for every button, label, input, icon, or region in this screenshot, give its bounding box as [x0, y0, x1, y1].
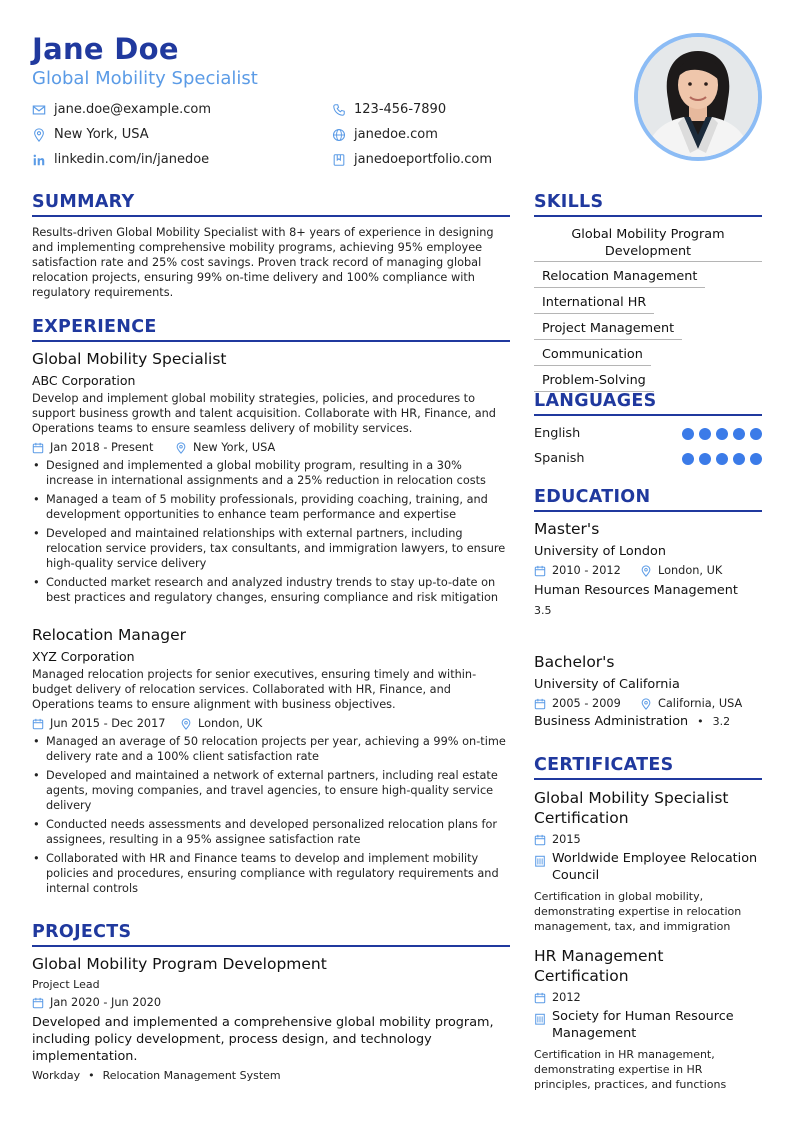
language-name: Spanish	[534, 451, 585, 466]
institution: University of London	[534, 544, 666, 559]
separator-dot: •	[88, 1069, 95, 1082]
calendar-icon	[32, 997, 44, 1009]
education-location-text: California, USA	[658, 697, 743, 710]
job-title: Relocation Manager	[32, 626, 186, 644]
project-tools	[32, 1069, 510, 1082]
calendar-icon	[32, 442, 44, 454]
proficiency-dot	[716, 428, 728, 440]
project-dates-text: Jan 2020 - Jun 2020	[50, 996, 162, 1009]
calendar-icon	[32, 718, 44, 730]
certificate-year	[534, 991, 762, 1004]
calendar-icon	[534, 698, 546, 710]
bullet-item: • Collaborated with HR and Finance teams to develop and implement mobility policies and procedures, ensuring compliance with regulatory requirements and internal controls	[32, 851, 510, 896]
job-dates	[32, 441, 175, 454]
email-text: jane.doe@example.com	[54, 102, 212, 117]
education-location	[640, 564, 722, 577]
education-dates-text: 2010 - 2012	[552, 564, 621, 577]
mail-icon	[32, 103, 46, 117]
skill-tag: International HR	[534, 294, 654, 314]
certificate-entry	[534, 788, 762, 934]
field-of-study: Business Administration	[534, 714, 689, 729]
company-name: XYZ Corporation	[32, 649, 135, 664]
calendar-icon	[534, 565, 546, 577]
summary-text: Results-driven Global Mobility Specialist with 8+ years of experience in designing and implementing comprehensive mobility programs, achieving 95% employee satisfaction rate and 25% cost savings. Proven track record of managing global relocation projects, ensuring 99% on-time delivery and 100% compliance with regulatory requirements.	[32, 226, 494, 299]
bullet-item: • Developed and maintained relationships with external partners, including relocation service providers, tax consultants, and immigration lawyers, to ensure high-quality service delivery	[32, 526, 510, 571]
institution-icon	[534, 1013, 546, 1025]
certificate-issuer	[534, 1008, 762, 1042]
skill-tag: Problem-Solving	[534, 372, 654, 392]
bullet-item: • Managed an average of 50 relocation projects per year, achieving a 99% on-time delivery rate and a 100% client satisfaction rate	[32, 734, 510, 764]
education-entry	[534, 520, 762, 617]
language-row	[534, 451, 762, 466]
job-dates-text: Jan 2018 - Present	[50, 441, 154, 454]
location-pin-icon	[180, 718, 192, 730]
project-dates	[32, 996, 510, 1009]
globe-icon	[332, 128, 346, 142]
proficiency-dot	[733, 453, 745, 465]
phone-icon	[332, 103, 346, 117]
projects-heading: PROJECTS	[32, 922, 510, 947]
certificate-description: Certification in HR management, demonstrating expertise in HR principles, practices, and functions	[534, 1048, 727, 1091]
language-name: English	[534, 426, 581, 441]
job-location	[180, 717, 262, 730]
bullet-item: • Developed and maintained a network of external partners, including real estate agents, moving companies, and travel agencies, to ensure high-quality service delivery	[32, 768, 510, 813]
proficiency-dot	[699, 453, 711, 465]
job-entry	[32, 626, 510, 900]
gpa: 3.5	[534, 604, 552, 617]
contact-location	[32, 127, 149, 142]
project-role: Project Lead	[32, 978, 100, 991]
skills-list	[534, 226, 762, 392]
summary-heading: SUMMARY	[32, 192, 510, 217]
education-dates	[534, 564, 640, 577]
location-pin-icon	[640, 698, 652, 710]
skills-heading: SKILLS	[534, 192, 762, 217]
degree: Bachelor's	[534, 653, 615, 671]
language-level	[682, 453, 762, 465]
website-text: janedoe.com	[354, 127, 438, 142]
job-description: Managed relocation projects for senior executives, ensuring timely and within-budget delivery of relocation services. Collaborated with HR, Finance, and Operations teams to ensure alignment with business objectives.	[32, 668, 477, 711]
degree: Master's	[534, 520, 600, 538]
location-text: New York, USA	[54, 127, 149, 142]
issuer-name: Worldwide Employee Relocation Council	[552, 851, 758, 883]
language-level	[682, 428, 762, 440]
certificate-title: Global Mobility Specialist Certification	[534, 789, 729, 827]
company-name: ABC Corporation	[32, 373, 136, 388]
separator-dot: •	[697, 715, 704, 728]
education-dates	[534, 697, 640, 710]
contact-portfolio[interactable]	[332, 152, 492, 167]
contact-linkedin[interactable]	[32, 152, 209, 167]
proficiency-dot	[716, 453, 728, 465]
job-bullets	[32, 734, 510, 896]
job-dates-text: Jun 2015 - Dec 2017	[50, 717, 166, 730]
education-dates-text: 2005 - 2009	[552, 697, 621, 710]
experience-heading: EXPERIENCE	[32, 317, 510, 342]
job-location	[175, 441, 275, 454]
contact-website[interactable]	[332, 127, 438, 142]
candidate-name: Jane Doe	[32, 32, 179, 66]
location-pin-icon	[32, 128, 46, 142]
project-title: Global Mobility Program Development	[32, 955, 327, 973]
phone-text: 123-456-7890	[354, 102, 447, 117]
skill-tag: Relocation Management	[534, 268, 705, 288]
language-row	[534, 426, 762, 441]
portfolio-text: janedoeportfolio.com	[354, 152, 493, 167]
education-heading: EDUCATION	[534, 487, 762, 512]
proficiency-dot	[682, 453, 694, 465]
calendar-icon	[534, 834, 546, 846]
location-pin-icon	[640, 565, 652, 577]
gpa: 3.2	[712, 715, 731, 728]
project-entry	[32, 955, 510, 1082]
portfolio-icon	[332, 153, 346, 167]
candidate-title: Global Mobility Specialist	[32, 68, 258, 89]
certificate-year-text: 2012	[552, 991, 581, 1004]
certificate-issuer	[534, 850, 762, 884]
contact-phone[interactable]	[332, 102, 446, 117]
certificate-description: Certification in global mobility, demonstrating expertise in relocation management, tax, and immigration	[534, 890, 742, 933]
bullet-item: • Designed and implemented a global mobility program, resulting in a 30% increase in international assignments and a 25% reduction in relocation costs	[32, 458, 510, 488]
institution: University of California	[534, 677, 680, 692]
certificate-title: HR Management Certification	[534, 947, 664, 985]
job-title: Global Mobility Specialist	[32, 350, 227, 368]
linkedin-icon	[32, 153, 46, 167]
education-location-text: London, UK	[658, 564, 723, 577]
proficiency-dot	[733, 428, 745, 440]
certificate-year-text: 2015	[552, 833, 581, 846]
education-location	[640, 697, 742, 710]
location-pin-icon	[175, 442, 187, 454]
skill-tag: Global Mobility Program Development	[534, 226, 762, 262]
job-description: Develop and implement global mobility strategies, policies, and procedures to support business growth and talent acquisition. Collaborate with HR, Finance, and Operations teams to ensure seamless delivery of mobility services.	[32, 392, 496, 435]
proficiency-dot	[750, 453, 762, 465]
certificates-heading: CERTIFICATES	[534, 755, 762, 780]
job-bullets	[32, 458, 510, 605]
job-location-text: London, UK	[198, 717, 263, 730]
job-dates	[32, 717, 180, 730]
skill-tag: Project Management	[534, 320, 682, 340]
linkedin-text: linkedin.com/in/janedoe	[54, 152, 210, 167]
project-tool: Workday	[32, 1069, 81, 1082]
education-entry	[534, 653, 762, 729]
skill-tag: Communication	[534, 346, 651, 366]
contact-email[interactable]	[32, 102, 211, 117]
field-of-study: Human Resources Management	[534, 583, 738, 598]
languages-heading: LANGUAGES	[534, 391, 762, 416]
job-entry	[32, 350, 510, 609]
profile-photo	[634, 33, 762, 161]
certificate-entry	[534, 946, 762, 1092]
institution-icon	[534, 855, 546, 867]
project-description: Developed and implemented a comprehensive global mobility program, including policy development, process design, and technology implementation.	[32, 1015, 494, 1064]
bullet-item: • Conducted needs assessments and developed personalized relocation plans for assignees, resulting in a 95% assignee satisfaction rate	[32, 817, 510, 847]
proficiency-dot	[750, 428, 762, 440]
project-tool: Relocation Management System	[102, 1069, 281, 1082]
proficiency-dot	[699, 428, 711, 440]
certificate-year	[534, 833, 762, 846]
bullet-item: • Conducted market research and analyzed industry trends to stay up-to-date on best practices and regulatory changes, ensuring compliance and risk mitigation	[32, 575, 510, 605]
issuer-name: Society for Human Resource Management	[552, 1009, 734, 1041]
job-location-text: New York, USA	[193, 441, 276, 454]
calendar-icon	[534, 992, 546, 1004]
bullet-item: • Managed a team of 5 mobility professionals, providing coaching, training, and development opportunities to enhance team performance and expertise	[32, 492, 510, 522]
proficiency-dot	[682, 428, 694, 440]
